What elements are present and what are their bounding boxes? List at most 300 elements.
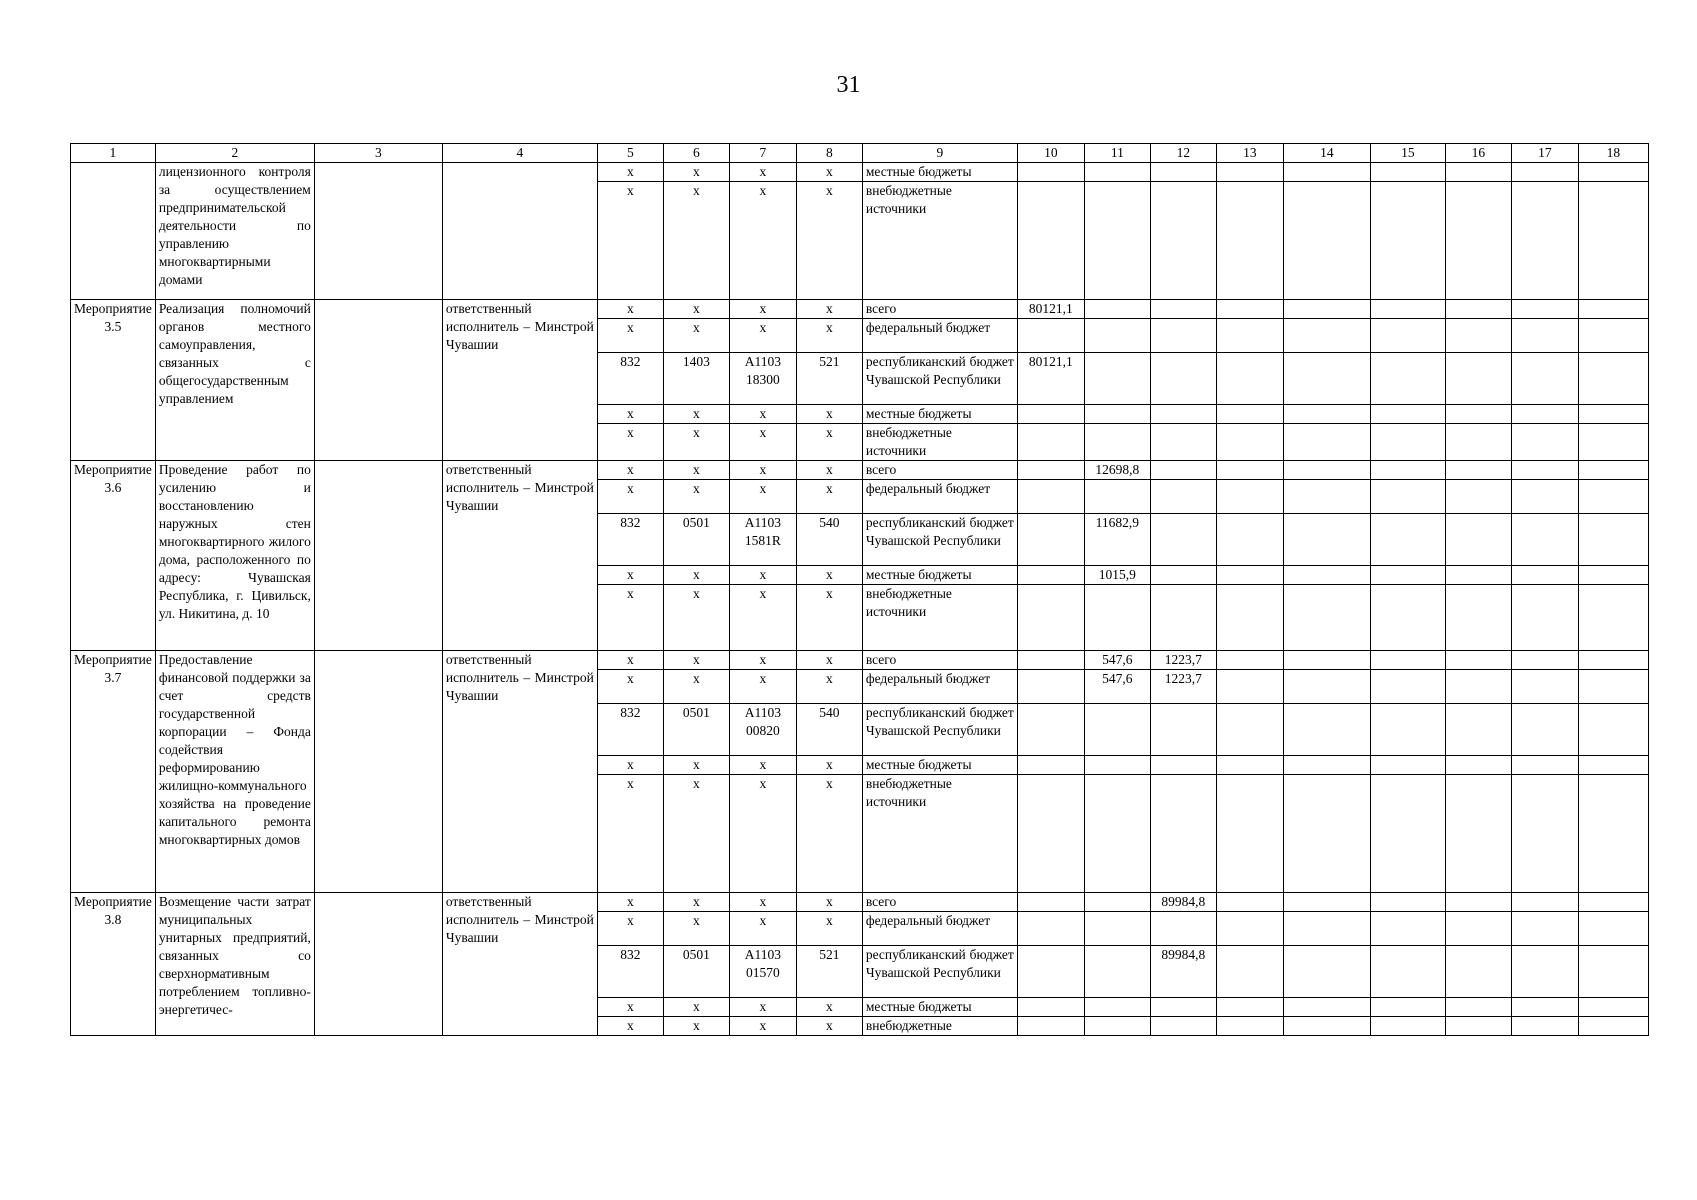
value-col-11 (1084, 756, 1150, 775)
value-col-15 (1370, 353, 1445, 405)
value-col-17 (1511, 566, 1578, 585)
grbs-code: x (597, 998, 663, 1017)
funding-source: местные бюджеты (862, 405, 1017, 424)
value-col-15 (1370, 566, 1445, 585)
funding-source: всего (862, 893, 1017, 912)
value-col-12 (1150, 514, 1216, 566)
grbs-code: x (597, 670, 663, 704)
column-header: 14 (1283, 144, 1370, 163)
grbs-code: x (597, 566, 663, 585)
expense-type-code: x (796, 756, 862, 775)
value-col-15 (1370, 585, 1445, 651)
section-code: x (663, 300, 729, 319)
value-col-15 (1370, 319, 1445, 353)
value-col-11: 547,6 (1084, 651, 1150, 670)
measure-name: лицензионного контроля за осуществлением предпринимательской деятельности по управлению многоквартирными домами (155, 163, 314, 300)
value-col-14 (1283, 912, 1370, 946)
target-article-code: А1103 01570 (729, 946, 796, 998)
column-header: 12 (1150, 144, 1216, 163)
column-header: 13 (1216, 144, 1283, 163)
expense-type-code: x (796, 893, 862, 912)
value-col-13 (1216, 704, 1283, 756)
value-col-11 (1084, 319, 1150, 353)
value-col-10 (1017, 946, 1084, 998)
expense-type-code: 540 (796, 514, 862, 566)
value-col-14 (1283, 998, 1370, 1017)
target-article-code: А1103 18300 (729, 353, 796, 405)
value-col-11 (1084, 300, 1150, 319)
funding-source: республиканский бюджет Чувашской Республики (862, 514, 1017, 566)
funding-source: республиканский бюджет Чувашской Республики (862, 946, 1017, 998)
expense-type-code: x (796, 775, 862, 893)
column-header: 17 (1511, 144, 1578, 163)
value-col-14 (1283, 405, 1370, 424)
value-col-12 (1150, 353, 1216, 405)
column-header: 5 (597, 144, 663, 163)
target-article-code: x (729, 163, 796, 182)
measure-code: Мероприятие 3.8 (71, 893, 156, 1036)
value-col-12 (1150, 756, 1216, 775)
value-col-11 (1084, 893, 1150, 912)
value-col-15 (1370, 775, 1445, 893)
funding-source: местные бюджеты (862, 998, 1017, 1017)
value-col-18 (1578, 756, 1648, 775)
value-col-13 (1216, 480, 1283, 514)
target-article-code: x (729, 566, 796, 585)
value-col-16 (1445, 775, 1511, 893)
value-col-18 (1578, 912, 1648, 946)
measure-name: Реализация полномочий органов местного самоуправления, связанных с общегосударственным управлением (155, 300, 314, 461)
measure-name: Проведение работ по усилению и восстановлению наружных стен многоквартирного жилого дома, расположенного по адресу: Чувашская Республика, г. Цивильск, ул. Никитина, д. 10 (155, 461, 314, 651)
measure-name: Возмещение части затрат муниципальных унитарных предприятий, связанных со сверхнормативным потреблением топливно-энергетичес- (155, 893, 314, 1036)
value-col-13 (1216, 775, 1283, 893)
value-col-17 (1511, 585, 1578, 651)
grbs-code: x (597, 651, 663, 670)
value-col-16 (1445, 461, 1511, 480)
value-col-11 (1084, 946, 1150, 998)
value-col-16 (1445, 756, 1511, 775)
value-col-11 (1084, 405, 1150, 424)
grbs-code: x (597, 585, 663, 651)
column-header: 4 (442, 144, 597, 163)
value-col-18 (1578, 585, 1648, 651)
value-col-15 (1370, 651, 1445, 670)
value-col-13 (1216, 424, 1283, 461)
value-col-10 (1017, 775, 1084, 893)
value-col-11: 547,6 (1084, 670, 1150, 704)
value-col-11 (1084, 912, 1150, 946)
value-col-11 (1084, 704, 1150, 756)
value-col-13 (1216, 651, 1283, 670)
expense-type-code: x (796, 182, 862, 300)
value-col-14 (1283, 946, 1370, 998)
section-code: x (663, 424, 729, 461)
value-col-17 (1511, 163, 1578, 182)
value-col-16 (1445, 353, 1511, 405)
value-col-13 (1216, 1017, 1283, 1036)
value-col-18 (1578, 182, 1648, 300)
value-col-13 (1216, 182, 1283, 300)
grbs-code: 832 (597, 704, 663, 756)
funding-source: местные бюджеты (862, 163, 1017, 182)
grbs-code: x (597, 163, 663, 182)
expense-type-code: x (796, 300, 862, 319)
value-col-10 (1017, 405, 1084, 424)
value-col-16 (1445, 163, 1511, 182)
value-col-14 (1283, 566, 1370, 585)
value-col-18 (1578, 163, 1648, 182)
expense-type-code: 521 (796, 946, 862, 998)
section-code: x (663, 998, 729, 1017)
target-article-code: x (729, 480, 796, 514)
value-col-18 (1578, 998, 1648, 1017)
funding-source: федеральный бюджет (862, 912, 1017, 946)
funding-source: республиканский бюджет Чувашской Республики (862, 353, 1017, 405)
value-col-10 (1017, 756, 1084, 775)
value-col-14 (1283, 319, 1370, 353)
expense-type-code: 521 (796, 353, 862, 405)
expense-type-code: x (796, 998, 862, 1017)
value-col-18 (1578, 775, 1648, 893)
status-cell (314, 651, 442, 893)
target-article-code: x (729, 585, 796, 651)
expense-type-code: x (796, 405, 862, 424)
value-col-18 (1578, 893, 1648, 912)
grbs-code: x (597, 893, 663, 912)
value-col-15 (1370, 946, 1445, 998)
section-code: 0501 (663, 514, 729, 566)
funding-source: внебюджетные источники (862, 585, 1017, 651)
funding-source: внебюджетные (862, 1017, 1017, 1036)
value-col-13 (1216, 405, 1283, 424)
value-col-16 (1445, 912, 1511, 946)
target-article-code: x (729, 775, 796, 893)
value-col-17 (1511, 1017, 1578, 1036)
value-col-10: 80121,1 (1017, 353, 1084, 405)
value-col-12 (1150, 319, 1216, 353)
value-col-11 (1084, 585, 1150, 651)
value-col-12: 1223,7 (1150, 670, 1216, 704)
value-col-18 (1578, 670, 1648, 704)
status-cell (314, 893, 442, 1036)
column-header: 1 (71, 144, 156, 163)
value-col-11 (1084, 182, 1150, 300)
grbs-code: x (597, 756, 663, 775)
value-col-10 (1017, 651, 1084, 670)
value-col-11 (1084, 424, 1150, 461)
section-code: x (663, 756, 729, 775)
value-col-10 (1017, 319, 1084, 353)
value-col-13 (1216, 300, 1283, 319)
value-col-16 (1445, 893, 1511, 912)
column-header: 2 (155, 144, 314, 163)
value-col-13 (1216, 756, 1283, 775)
value-col-11 (1084, 353, 1150, 405)
value-col-10 (1017, 514, 1084, 566)
value-col-15 (1370, 163, 1445, 182)
section-code: x (663, 670, 729, 704)
value-col-12 (1150, 163, 1216, 182)
target-article-code: x (729, 756, 796, 775)
table-row (71, 651, 1649, 670)
value-col-17 (1511, 353, 1578, 405)
value-col-10 (1017, 566, 1084, 585)
section-code: x (663, 461, 729, 480)
value-col-18 (1578, 1017, 1648, 1036)
section-code: x (663, 566, 729, 585)
value-col-12 (1150, 998, 1216, 1017)
value-col-18 (1578, 353, 1648, 405)
value-col-14 (1283, 893, 1370, 912)
expense-type-code: x (796, 424, 862, 461)
value-col-14 (1283, 651, 1370, 670)
measure-code: Мероприятие 3.5 (71, 300, 156, 461)
expense-type-code: x (796, 912, 862, 946)
section-code: x (663, 585, 729, 651)
value-col-16 (1445, 566, 1511, 585)
target-article-code: x (729, 651, 796, 670)
expense-type-code: x (796, 670, 862, 704)
page-number: 31 (836, 72, 861, 98)
value-col-10 (1017, 998, 1084, 1017)
column-header: 11 (1084, 144, 1150, 163)
value-col-12 (1150, 1017, 1216, 1036)
value-col-10 (1017, 912, 1084, 946)
value-col-11: 12698,8 (1084, 461, 1150, 480)
funding-source: внебюджетные источники (862, 424, 1017, 461)
expense-type-code: x (796, 163, 862, 182)
target-article-code: А1103 1581R (729, 514, 796, 566)
value-col-13 (1216, 461, 1283, 480)
value-col-10 (1017, 893, 1084, 912)
value-col-12: 1223,7 (1150, 651, 1216, 670)
value-col-13 (1216, 893, 1283, 912)
column-header: 18 (1578, 144, 1648, 163)
grbs-code: x (597, 912, 663, 946)
target-article-code: x (729, 319, 796, 353)
value-col-14 (1283, 424, 1370, 461)
value-col-17 (1511, 912, 1578, 946)
value-col-13 (1216, 566, 1283, 585)
value-col-13 (1216, 163, 1283, 182)
value-col-10 (1017, 163, 1084, 182)
value-col-18 (1578, 651, 1648, 670)
value-col-17 (1511, 424, 1578, 461)
target-article-code: x (729, 912, 796, 946)
column-header: 7 (729, 144, 796, 163)
value-col-17 (1511, 998, 1578, 1017)
target-article-code: x (729, 1017, 796, 1036)
grbs-code: x (597, 405, 663, 424)
value-col-11 (1084, 1017, 1150, 1036)
value-col-12 (1150, 480, 1216, 514)
target-article-code: x (729, 893, 796, 912)
funding-source: внебюджетные источники (862, 775, 1017, 893)
value-col-15 (1370, 912, 1445, 946)
expense-type-code: x (796, 566, 862, 585)
expense-type-code: x (796, 585, 862, 651)
value-col-16 (1445, 998, 1511, 1017)
status-cell (314, 461, 442, 651)
grbs-code: 832 (597, 946, 663, 998)
value-col-12 (1150, 912, 1216, 946)
value-col-14 (1283, 670, 1370, 704)
expense-type-code: x (796, 461, 862, 480)
measure-name: Предоставление финансовой поддержки за счет средств государственной корпорации – Фонда содействия реформированию жилищно-коммунального хозяйства на проведение капитального ремонта многоквартирных домов (155, 651, 314, 893)
value-col-17 (1511, 480, 1578, 514)
value-col-18 (1578, 405, 1648, 424)
target-article-code: x (729, 182, 796, 300)
value-col-18 (1578, 424, 1648, 461)
table-row (71, 461, 1649, 480)
value-col-10 (1017, 670, 1084, 704)
value-col-13 (1216, 514, 1283, 566)
value-col-14 (1283, 182, 1370, 300)
target-article-code: x (729, 998, 796, 1017)
section-code: 0501 (663, 704, 729, 756)
target-article-code: x (729, 405, 796, 424)
value-col-16 (1445, 319, 1511, 353)
grbs-code: x (597, 300, 663, 319)
funding-source: федеральный бюджет (862, 319, 1017, 353)
value-col-14 (1283, 1017, 1370, 1036)
value-col-14 (1283, 756, 1370, 775)
executor: ответственный исполнитель – Минстрой Чувашии (442, 893, 597, 1036)
value-col-17 (1511, 319, 1578, 353)
target-article-code: x (729, 670, 796, 704)
section-code: x (663, 319, 729, 353)
section-code: 0501 (663, 946, 729, 998)
status-cell (314, 163, 442, 300)
section-code: 1403 (663, 353, 729, 405)
value-col-15 (1370, 756, 1445, 775)
table-row (71, 300, 1649, 319)
section-code: x (663, 405, 729, 424)
expense-type-code: 540 (796, 704, 862, 756)
value-col-12 (1150, 300, 1216, 319)
target-article-code: x (729, 300, 796, 319)
value-col-15 (1370, 461, 1445, 480)
section-code: x (663, 775, 729, 893)
value-col-10 (1017, 480, 1084, 514)
table-row (71, 893, 1649, 912)
grbs-code: 832 (597, 514, 663, 566)
value-col-16 (1445, 585, 1511, 651)
value-col-14 (1283, 461, 1370, 480)
value-col-16 (1445, 300, 1511, 319)
value-col-14 (1283, 585, 1370, 651)
grbs-code: x (597, 319, 663, 353)
funding-source: всего (862, 300, 1017, 319)
value-col-17 (1511, 182, 1578, 300)
value-col-15 (1370, 405, 1445, 424)
value-col-16 (1445, 480, 1511, 514)
value-col-16 (1445, 704, 1511, 756)
value-col-12: 89984,8 (1150, 946, 1216, 998)
value-col-14 (1283, 480, 1370, 514)
executor (442, 163, 597, 300)
value-col-15 (1370, 998, 1445, 1017)
value-col-17 (1511, 946, 1578, 998)
table-row (71, 163, 1649, 182)
section-code: x (663, 912, 729, 946)
value-col-18 (1578, 461, 1648, 480)
value-col-10 (1017, 585, 1084, 651)
column-header: 15 (1370, 144, 1445, 163)
value-col-18 (1578, 480, 1648, 514)
column-header: 10 (1017, 144, 1084, 163)
value-col-17 (1511, 651, 1578, 670)
value-col-17 (1511, 514, 1578, 566)
value-col-15 (1370, 514, 1445, 566)
value-col-17 (1511, 893, 1578, 912)
value-col-11: 1015,9 (1084, 566, 1150, 585)
value-col-13 (1216, 353, 1283, 405)
value-col-10 (1017, 704, 1084, 756)
column-header-row (71, 144, 1649, 163)
value-col-11 (1084, 480, 1150, 514)
value-col-15 (1370, 424, 1445, 461)
value-col-13 (1216, 946, 1283, 998)
value-col-12 (1150, 775, 1216, 893)
value-col-18 (1578, 946, 1648, 998)
funding-source: всего (862, 461, 1017, 480)
column-header: 16 (1445, 144, 1511, 163)
value-col-13 (1216, 585, 1283, 651)
value-col-15 (1370, 893, 1445, 912)
value-col-10 (1017, 424, 1084, 461)
value-col-16 (1445, 1017, 1511, 1036)
value-col-14 (1283, 514, 1370, 566)
value-col-10 (1017, 1017, 1084, 1036)
value-col-16 (1445, 405, 1511, 424)
funding-source: местные бюджеты (862, 566, 1017, 585)
value-col-16 (1445, 424, 1511, 461)
column-header: 3 (314, 144, 442, 163)
table-body (71, 144, 1649, 1036)
value-col-16 (1445, 946, 1511, 998)
value-col-10 (1017, 182, 1084, 300)
grbs-code: x (597, 1017, 663, 1036)
budget-table (70, 143, 1649, 1036)
grbs-code: x (597, 480, 663, 514)
value-col-17 (1511, 300, 1578, 319)
section-code: x (663, 1017, 729, 1036)
value-col-15 (1370, 670, 1445, 704)
value-col-13 (1216, 998, 1283, 1017)
column-header: 8 (796, 144, 862, 163)
value-col-17 (1511, 704, 1578, 756)
value-col-14 (1283, 704, 1370, 756)
value-col-15 (1370, 182, 1445, 300)
value-col-17 (1511, 670, 1578, 704)
funding-source: республиканский бюджет Чувашской Республики (862, 704, 1017, 756)
value-col-13 (1216, 670, 1283, 704)
value-col-11 (1084, 163, 1150, 182)
grbs-code: x (597, 775, 663, 893)
value-col-15 (1370, 480, 1445, 514)
value-col-15 (1370, 704, 1445, 756)
funding-source: федеральный бюджет (862, 480, 1017, 514)
section-code: x (663, 480, 729, 514)
value-col-11 (1084, 775, 1150, 893)
value-col-12 (1150, 461, 1216, 480)
expense-type-code: x (796, 480, 862, 514)
grbs-code: 832 (597, 353, 663, 405)
section-code: x (663, 163, 729, 182)
measure-code: Мероприятие 3.7 (71, 651, 156, 893)
value-col-18 (1578, 319, 1648, 353)
